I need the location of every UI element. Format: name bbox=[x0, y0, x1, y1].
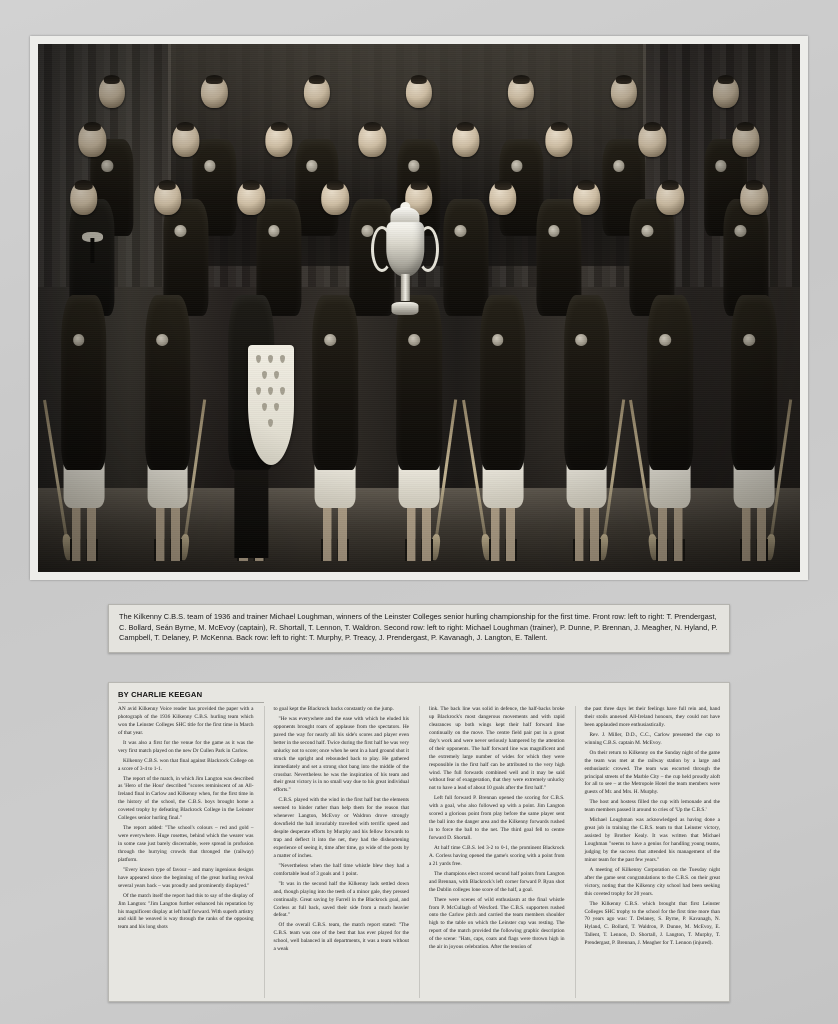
cup-base bbox=[392, 302, 419, 315]
player-hair bbox=[551, 122, 568, 131]
player-hair bbox=[494, 180, 511, 189]
team-photograph bbox=[38, 44, 800, 572]
player-hair bbox=[411, 75, 427, 84]
player-head bbox=[452, 123, 479, 157]
player-head bbox=[573, 181, 601, 215]
article-paragraph: Michael Loughman was acknowledged as having done a great job in training the C.B.S. team to that Leinster victory, assisted by Brother Kealy. It was written that Michael Loughman "seems to have a genius for handling young teams, judging by the success that attended his management of the minor team for the past few years." bbox=[584, 817, 720, 863]
club-crest-icon bbox=[157, 334, 169, 346]
photo-captain bbox=[311, 181, 359, 561]
player-legs bbox=[151, 504, 184, 561]
club-crest-icon bbox=[743, 334, 755, 346]
player-hair bbox=[737, 122, 754, 131]
player-hair bbox=[159, 180, 176, 189]
player-jersey bbox=[648, 295, 694, 470]
article-paragraph: Of the match itself the report had this to say of the display of Jim Langton: "Jim Langton further enhanced his reputation by his magnificent display at left half forward. With superb artistry and skill he weaved is way through the ranks of the opposing team and his long shots bbox=[118, 892, 254, 931]
player-head bbox=[201, 76, 227, 108]
player-head bbox=[713, 76, 739, 108]
article-column-3 bbox=[419, 706, 565, 998]
player-head bbox=[545, 123, 572, 157]
article-paragraph: The report of the match, in which Jim Langton was described as 'Hero of the Hour' described "scores reminiscent of an All-Ireland final in Carlow and Kilkenny when, for the first time in the history of the school, the C.B.S. boys brought home a coveted trophy by defeating Blackrock College in the Leinster Colleges senior hurling final." bbox=[118, 775, 254, 822]
piper-apron bbox=[248, 345, 294, 465]
player-head bbox=[359, 123, 386, 157]
club-crest-icon bbox=[576, 334, 588, 346]
player-legs bbox=[654, 504, 687, 561]
player-jersey bbox=[61, 295, 107, 470]
cup-bowl bbox=[387, 222, 424, 277]
player-jersey bbox=[564, 295, 610, 470]
player-head bbox=[154, 181, 182, 215]
photo-player bbox=[647, 181, 695, 561]
article-paragraph: The Kilkenny C.B.S. which brought that first Leinster Colleges SHC trophy to the school for the first time more than 70 years ago was: T. Delaney, S. Byrne, P. Kavanagh, N. Hyland, C. Bollard, T. Waldron, P. Dunne, M. McEvoy, E. Tallent, T. Lennon, D. Shortall, J. Langton, T. Murphy, T. Prendergast, P. Brennan, J. Meagher for T. Lennon (injured). bbox=[584, 900, 720, 947]
article-paragraph: AN avid Kilkenny Voice reader has provided the paper with a photograph of the 1936 Kilkenny C.B.S. hurling team which won the Leinster Colleges SHC title for the first time in March of that year. bbox=[118, 706, 254, 736]
club-crest-icon bbox=[408, 334, 420, 346]
player-legs bbox=[570, 504, 603, 561]
player-hair bbox=[718, 75, 734, 84]
article-paragraph: At half time C.B.S. led 3-2 to 0-1, the prominent Blackrock A. Corless having opened the game's scoring with a point from a 21 yards free. bbox=[429, 844, 565, 867]
player-hair bbox=[615, 75, 631, 84]
player-head bbox=[657, 181, 685, 215]
player-jersey bbox=[731, 295, 777, 470]
player-head bbox=[489, 181, 517, 215]
article-column-2 bbox=[264, 706, 410, 998]
article-paragraph: to goal kept the Blackrock backs constantly on the jump. bbox=[273, 706, 394, 712]
article-paragraph: A meeting of Kilkenny Corporation on the Tuesday night after the game sent congratulations to the C.B.S. on their great victory, noting that the Kilkenny city school had been seeking this coveted trophy for 20 years. bbox=[584, 866, 720, 897]
article-paragraph: "Nevertheless when the half time whistle blew they had a comfortable lead of 3 goals and 1 point. bbox=[273, 862, 409, 877]
article-paragraph: "It was in the second half the Kilkenny lads settled down and, though playing into the teeth of a minor gale, they pressed continually. Great saving by Farrell in the Blackrock goal, and Corless at full back, saved their side from a much heavier defeat." bbox=[273, 880, 409, 919]
player-hair bbox=[513, 75, 529, 84]
player-hair bbox=[410, 180, 427, 189]
article-columns bbox=[118, 706, 720, 998]
player-jersey bbox=[480, 295, 526, 470]
player-hair bbox=[662, 180, 679, 189]
article-paragraph: Left full forward P. Brennan opened the scoring for C.B.S. with a goal, who also followed up with a point. Jim Langton scored a glorious point from play before the same player sent the ball into the danger area and the Kilkenny forwards rushed in to force the ball to the net. The third goal fell to centre forward D. Shortall. bbox=[429, 795, 565, 841]
player-head bbox=[172, 123, 199, 157]
photo-frame bbox=[30, 36, 808, 580]
article-paragraph: "Every known type of favour – and many ingenious designs have appeared since the beginning of the great hurling revival several years back – was proudly and prominently displayed." bbox=[118, 866, 254, 889]
cup-stem bbox=[401, 274, 409, 300]
photo-player bbox=[60, 181, 108, 561]
player-hair bbox=[206, 75, 222, 84]
player-hair bbox=[104, 75, 120, 84]
article-paragraph: It was also a first for the venue for the game as it was the very first match played on the new Dr Cullen Park in Carlow. bbox=[118, 739, 254, 754]
player-hair bbox=[243, 180, 260, 189]
captain-jersey bbox=[312, 295, 358, 470]
photo-player bbox=[563, 181, 611, 561]
leinster-colleges-cup bbox=[379, 202, 431, 322]
photo-player bbox=[730, 181, 778, 561]
player-hair bbox=[327, 180, 344, 189]
player-legs bbox=[738, 504, 771, 561]
photo-player bbox=[479, 181, 527, 561]
article-paragraph: The champions elect scored second half points from Langton and Brennan, with Blackrock's left corner forward P. Ryan shot the Dublin colleges lone score of the half, a goal. bbox=[429, 870, 565, 893]
article-column-4 bbox=[575, 706, 721, 998]
player-hair bbox=[644, 122, 661, 131]
player-jersey bbox=[145, 295, 191, 470]
player-hair bbox=[578, 180, 595, 189]
player-head bbox=[508, 76, 534, 108]
photo-caption-text: The Kilkenny C.B.S. team of 1936 and trainer Michael Loughman, winners of the Leinster Colleges senior hurling championship for the first time. Front row: left to right: T. Prendergast, C. Bollard, Seán Byrne, M. McEvoy (captain), R. Shortall, T. Lennon, T. Waldron. Second row: left to right: Michael Loughman (trainer), P. Dunne, P. Brennan, J. Meagher, N. Hyland, P. Campbell, T. Delaney, P. McKenna. Back row: left to right: T. Murphy, P. Treacy, J. Prendergast, P. Kavanagh, J. Langton, E. Tallent. bbox=[119, 612, 718, 643]
photo-player bbox=[144, 181, 192, 561]
article-column-1 bbox=[118, 706, 254, 998]
player-legs bbox=[402, 504, 435, 561]
player-head bbox=[732, 123, 759, 157]
player-head bbox=[639, 123, 666, 157]
article-paragraph: Of the overall C.B.S. team, the match report stated: "The C.B.S. team was one of the best that has ever played for the school, well balanced in all departments, it was a team without a weak bbox=[273, 922, 409, 953]
player-legs bbox=[486, 504, 519, 561]
player-hair bbox=[746, 180, 763, 189]
player-head bbox=[238, 181, 266, 215]
article-paragraph: C.B.S. played with the wind in the first half but the elements seemed to hinder rather than help them for the reason that whenever Langton, McEvoy or Waldron drove strongly downfield the ball invariably travelled with terrific speed and despite desperate efforts by Murphy and his fellow forwards to trap and deflect it into the net, they had the disheartening experience of seeing it, time after time, go wide of the posts by a matter of inches. bbox=[273, 797, 409, 859]
club-crest-icon bbox=[659, 334, 671, 346]
article-paragraph: "He was everywhere and the ease with which he eluded his opponents brought roars of applause from the spectators. He paved the way for nearly all his side's scores and player even better in the second half. Twice during the first half he was very unlucky not to score; once when he sent in a hard ground shot it struck the upright and rebounded back to play. He gathered immediately and set a strong shot bang into the middle of the crossbar. Nevertheless he was the inspiration of his team and their great victory is in no small way due to his great individual efforts." bbox=[273, 715, 409, 794]
photo-caption-panel bbox=[108, 604, 730, 653]
player-head bbox=[406, 76, 432, 108]
article-paragraph: Kilkenny C.B.S. won that final against Blackrock College on a score of 3-4 to 1-1. bbox=[118, 757, 254, 772]
article-paragraph: There were scenes of wild enthusiasm at the final whistle from P. McCullagh of Wexford. The C.B.S. supporters rushed onto the Carlow pitch and carried the team members shoulder high to the table on which the Leinster cup was resting. The report of the match provided the following graphic description of the scene: "Hats, caps, coats and flags were thrown high in the air in joyous celebration. After the tension of bbox=[429, 896, 565, 951]
article-paragraph: the past three days let their feelings have full rein and, hand their stoils annexed All-Ireland honours, they could not have been applauded more enthusiastically. bbox=[584, 706, 720, 728]
player-hair bbox=[271, 122, 288, 131]
player-head bbox=[610, 76, 636, 108]
club-crest-icon bbox=[324, 334, 336, 346]
article-paragraph: The report added: "The school's colours – red and gold – were everywhere. Huge rosettes, behind which the wearer was in some case just barely discernable, were spread in profusion through the hurrying crowds that thronged the (railway) platform. bbox=[118, 825, 254, 863]
article-paragraph: Rev. J. Miller, D.D., C.C., Carlow presented the cup to winning C.B.S. captain M. McEvoy. bbox=[584, 731, 720, 746]
player-head bbox=[79, 123, 106, 157]
article-paragraph: link. The back line was solid in defence, the half-backs broke up Blackrock's most dangerous movements and with rapid clearances up both wings kept their half forward line continually on the move. The centre field pair put in a great day's work and were never seriously hampered by the attention of their opponents. The half forward line was magnificent and the extremely large number of wides for which they were responsible in the first half can be attributed to the very high wind. The full forwards combined well and it may be said without fear of exaggeration, that they were extremely unlucky not to have a lead of about 10 goals after the first half." bbox=[429, 706, 565, 792]
player-head bbox=[99, 76, 125, 108]
player-head bbox=[321, 181, 349, 215]
player-head bbox=[740, 181, 768, 215]
newspaper-article bbox=[108, 682, 730, 1002]
player-head bbox=[265, 123, 292, 157]
player-hair bbox=[309, 75, 325, 84]
player-hair bbox=[177, 122, 194, 131]
player-legs bbox=[67, 504, 100, 561]
club-crest-icon bbox=[492, 334, 504, 346]
article-paragraph: The host and hostess filled the cup with lemonade and the team members passed it around to cries of 'Up the C.B.S.' bbox=[584, 799, 720, 814]
player-hair bbox=[457, 122, 474, 131]
player-head bbox=[70, 181, 98, 215]
article-paragraph: On their return to Kilkenny on the Sunday night of the game the team was met at the railway station by a large and enthusiastic crowed. The team was escorted through the principal streets of the Marble City – the cup held proudly aloft for all to see – at the Metropole Hotel the team members were guests of Mr. and Mrs. H. Murphy. bbox=[584, 749, 720, 796]
article-byline: BY CHARLIE KEEGAN bbox=[118, 690, 264, 703]
player-hair bbox=[75, 180, 92, 189]
player-hair bbox=[364, 122, 381, 131]
player-hair bbox=[84, 122, 101, 131]
player-head bbox=[304, 76, 330, 108]
player-legs bbox=[319, 504, 352, 561]
club-crest-icon bbox=[73, 334, 85, 346]
